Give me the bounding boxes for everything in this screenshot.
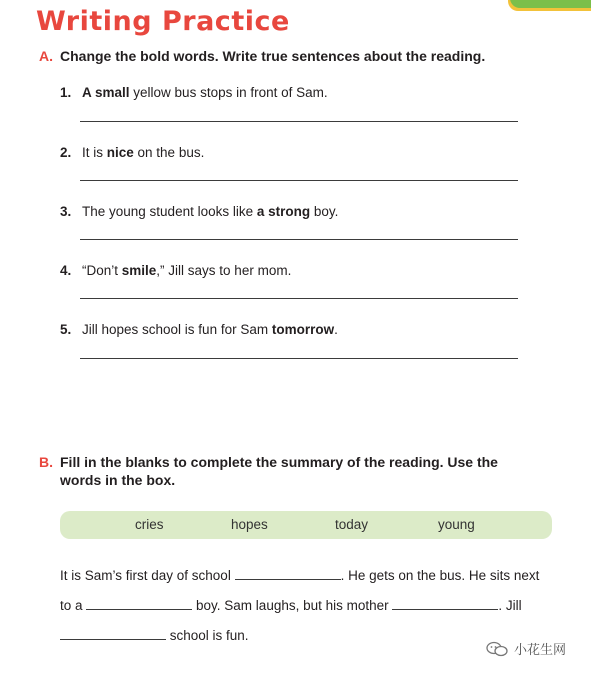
answer-line[interactable] (80, 298, 518, 299)
item-number: 5. (60, 322, 72, 337)
sentence-text: on the bus. (133, 145, 205, 160)
summary-line-1 (60, 567, 539, 585)
page-title: Writing Practice (36, 6, 290, 37)
watermark (486, 639, 566, 658)
word-box-item: young (438, 517, 475, 532)
answer-line[interactable] (80, 180, 518, 181)
section-a-letter: A. (39, 48, 53, 64)
sentence-text: Jill hopes school is fun for Sam (82, 322, 272, 337)
exercise-item (60, 84, 328, 102)
sentence-text: . (334, 322, 338, 337)
summary-blank-1[interactable] (235, 567, 341, 580)
word-box-item: cries (135, 517, 164, 532)
bold-word: a strong (256, 204, 311, 219)
section-b-letter: B. (39, 454, 53, 470)
wechat-icon (486, 641, 508, 657)
sentence-text: It is (82, 145, 107, 160)
answer-line[interactable] (80, 121, 518, 122)
item-number: 4. (60, 263, 72, 278)
word-box (60, 511, 552, 539)
summary-text: to a (60, 598, 87, 613)
summary-line-3 (60, 627, 249, 645)
summary-text: . He gets on the bus. He sits next (340, 568, 540, 583)
summary-text: . Jill (498, 598, 522, 613)
sentence-text: yellow bus stops in front of Sam. (129, 85, 328, 100)
summary-blank-4[interactable] (60, 627, 166, 640)
exercise-item (60, 321, 338, 339)
answer-line[interactable] (80, 358, 518, 359)
section-a-instruction: Change the bold words. Write true sentences about the reading. (60, 48, 486, 64)
section-a-heading (39, 47, 485, 65)
word-box-item: today (335, 517, 369, 532)
item-number: 1. (60, 85, 72, 100)
summary-text: boy. Sam laughs, but his mother (192, 598, 393, 613)
exercise-item (60, 262, 291, 280)
answer-line[interactable] (80, 239, 518, 240)
exercise-item (60, 203, 338, 221)
summary-blank-2[interactable] (86, 597, 192, 610)
item-number: 2. (60, 145, 72, 160)
sentence-text: The young student looks like (82, 204, 257, 219)
summary-text: school is fun. (166, 628, 249, 643)
watermark-text: 小花生网 (514, 642, 567, 657)
section-b-heading (39, 453, 539, 489)
exercise-item (60, 144, 204, 162)
item-number: 3. (60, 204, 72, 219)
bold-word: nice (106, 145, 134, 160)
sentence-text: “Don’t (82, 263, 122, 278)
corner-tab-decoration (510, 0, 591, 8)
sentence-text: ,” Jill says to her mom. (156, 263, 292, 278)
word-box-item: hopes (231, 517, 268, 532)
summary-line-2 (60, 597, 522, 615)
bold-word: tomorrow (271, 322, 335, 337)
bold-word: A small (82, 85, 130, 100)
summary-text: It is Sam’s first day of school (60, 568, 235, 583)
summary-blank-3[interactable] (392, 597, 498, 610)
section-b-instruction: Fill in the blanks to complete the summary of the reading. Use the words in the box. (60, 454, 498, 488)
sentence-text: boy. (310, 204, 339, 219)
bold-word: smile (121, 263, 157, 278)
